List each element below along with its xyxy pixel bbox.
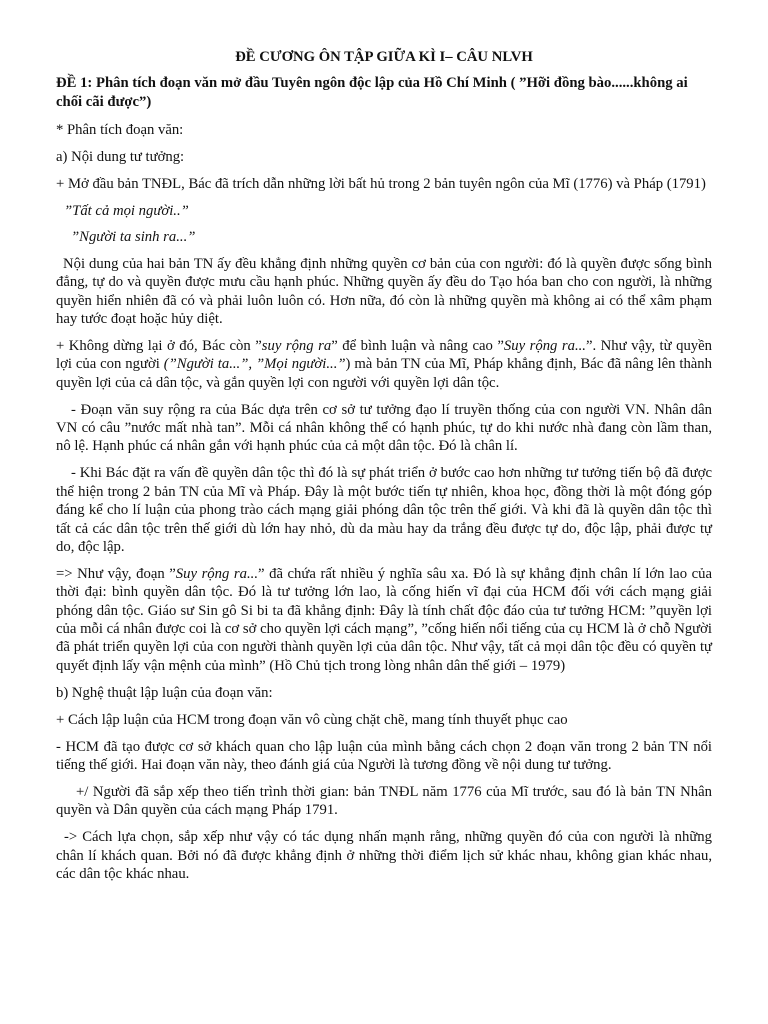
paragraph-argument-overview: + Cách lập luận của HCM trong đoạn văn vô cùng chặt chẽ, mang tính thuyết phục cao (56, 711, 568, 728)
quote-american-declaration: ”Tất cả mọi người..” (64, 202, 189, 219)
text-run: => Như vậy, đoạn ” (56, 565, 176, 582)
document-title: ĐỀ CƯƠNG ÔN TẬP GIỮA KÌ I– CÂU NLVH (235, 49, 533, 65)
text-run: + Không dừng lại ở đó, Bác còn ” (56, 337, 262, 354)
paragraph-conclusion (56, 565, 712, 675)
exam-question-heading: ĐỀ 1: Phân tích đoạn văn mở đầu Tuyên ngôn độc lập của Hồ Chí Minh ( ”Hỡi đồng bào......không ai chối cãi được”) (56, 75, 688, 110)
subsection-heading-content: a) Nội dung tư tưởng: (56, 149, 185, 166)
paragraph-emphasis: -> Cách lựa chọn, sắp xếp như vậy có tác dụng nhấn mạnh rằng, những quyền đó của con người là những chân lí khách quan. Bởi nó đã được khẳng định ở những thời điểm lịch sử khác nhau, không gian khác nhau, các dân tộc khác nhau. (56, 829, 712, 883)
paragraph-citation: + Mở đầu bản TNĐL, Bác đã trích dẫn những lời bất hủ trong 2 bản tuyên ngôn của Mĩ (1776) và Pháp (1791) (56, 176, 706, 193)
text-run: ) mà bản TN của Mĩ, Pháp khẳng định, Bác đã nâng lên thành quyền lợi của cả dân tộc, và gắn quyền lợi con người với quyền lợi dân tộc. (56, 356, 712, 391)
text-run: ” để bình luận và nâng cao ” (331, 337, 504, 354)
text-run: ”. Như vậy, từ quyền lợi của con người (56, 337, 712, 373)
italic-phrase: Suy rộng ra... (175, 565, 258, 582)
subsection-heading-argument: b) Nghệ thuật lập luận của đoạn văn: (56, 684, 273, 701)
italic-phrase: suy rộng ra (261, 337, 332, 354)
quote-french-declaration: ”Người ta sinh ra...” (71, 229, 196, 246)
text-run: ” đã chứa rất nhiều ý nghĩa sâu xa. Đó là sự khẳng định chân lí lớn lao của thời đại: bình quyền dân tộc. Đó là tư tưởng lớn lao, là cống hiến vĩ đại của HCM đối với cách mạng giải phóng dân tộc. Giáo sư Sin gô Si bi ta đã khẳng định: Đây là tính chất độc đáo của tư tưởng HCM: ”quyền lợi của mỗi cá nhân được coi là cơ sở cho quyền lợi cách mạng”, ”cống hiến nổi tiếng của cụ HCM là ở chỗ Người đã phát triển quyền lợi của con người thành quyền lợi của dân tộc. Như vậy, tất cả mọi dân tộc đều có quyền tự quyết định lấy vận mệnh của mình” (Hồ Chủ tịch trong lòng nhân dân thế giới – 1979) (56, 565, 712, 674)
paragraph-chronology: +/ Người đã sắp xếp theo tiến trình thời gian: bản TNĐL năm 1776 của Mĩ trước, sau đó là bản TN Nhân quyền và Dân quyền của cách mạng Pháp 1791. (56, 783, 712, 819)
paragraph-objective-basis: - HCM đã tạo được cơ sở khách quan cho lập luận của mình bằng cách chọn 2 đoạn văn trong 2 bản TN nổi tiếng thế giới. Hai đoạn văn này, theo đánh giá của Người là tương đồng về nội dung tư tưởng. (56, 738, 712, 773)
paragraph-national-rights: - Khi Bác đặt ra vấn đề quyền dân tộc thì đó là sự phát triển ở bước cao hơn những tư tưởng tiến bộ đã được thể hiện trong 2 bản TN của Mĩ và Pháp. Đây là một bước tiến tự nhiên, khoa học, đồng thời là một đóng góp đáng kể cho lí luận của phong trào cách mạng giải phóng dân tộc trên thế giới. Và khi đã là quyền dân tộc thì tất cả các dân tộc trên thế giới dù lớn hay nhỏ, dù da màu hay da trắng đều được tự do, độc lập, phải được tự do, độc lập. (56, 465, 712, 555)
italic-phrase: Suy rộng ra... (503, 337, 586, 354)
section-label-analysis: * Phân tích đoạn văn: (56, 122, 184, 139)
paragraph-extension (56, 337, 712, 392)
italic-phrase: (”Người ta...”, ”Mọi người...” (163, 356, 346, 373)
paragraph-rights-content: Nội dung của hai bản TN ấy đều khẳng định những quyền cơ bản của con người: đó là quyền được sống bình đẳng, tự do và quyền được mưu cầu hạnh phúc. Những quyền ấy đều do Tạo hóa ban cho con người, là những quyền hiển nhiên đã có và phải luôn luôn có. Hơn nữa, đó còn là những quyền mà không ai có thể xâm phạm hay tước đoạt hoặc hủy diệt. (56, 255, 712, 327)
paragraph-tradition: - Đoạn văn suy rộng ra của Bác dựa trên cơ sở tư tưởng đạo lí truyền thống của con người VN. Nhân dân VN có câu ”nước mất nhà tan”. Mỗi cá nhân không thể có hạnh phúc, tự do khi nước nhà đang còn lầm than, nô lệ. Hạnh phúc cá nhân gắn với hạnh phúc của cả một dân tộc. Đó là chân lí. (56, 401, 712, 455)
